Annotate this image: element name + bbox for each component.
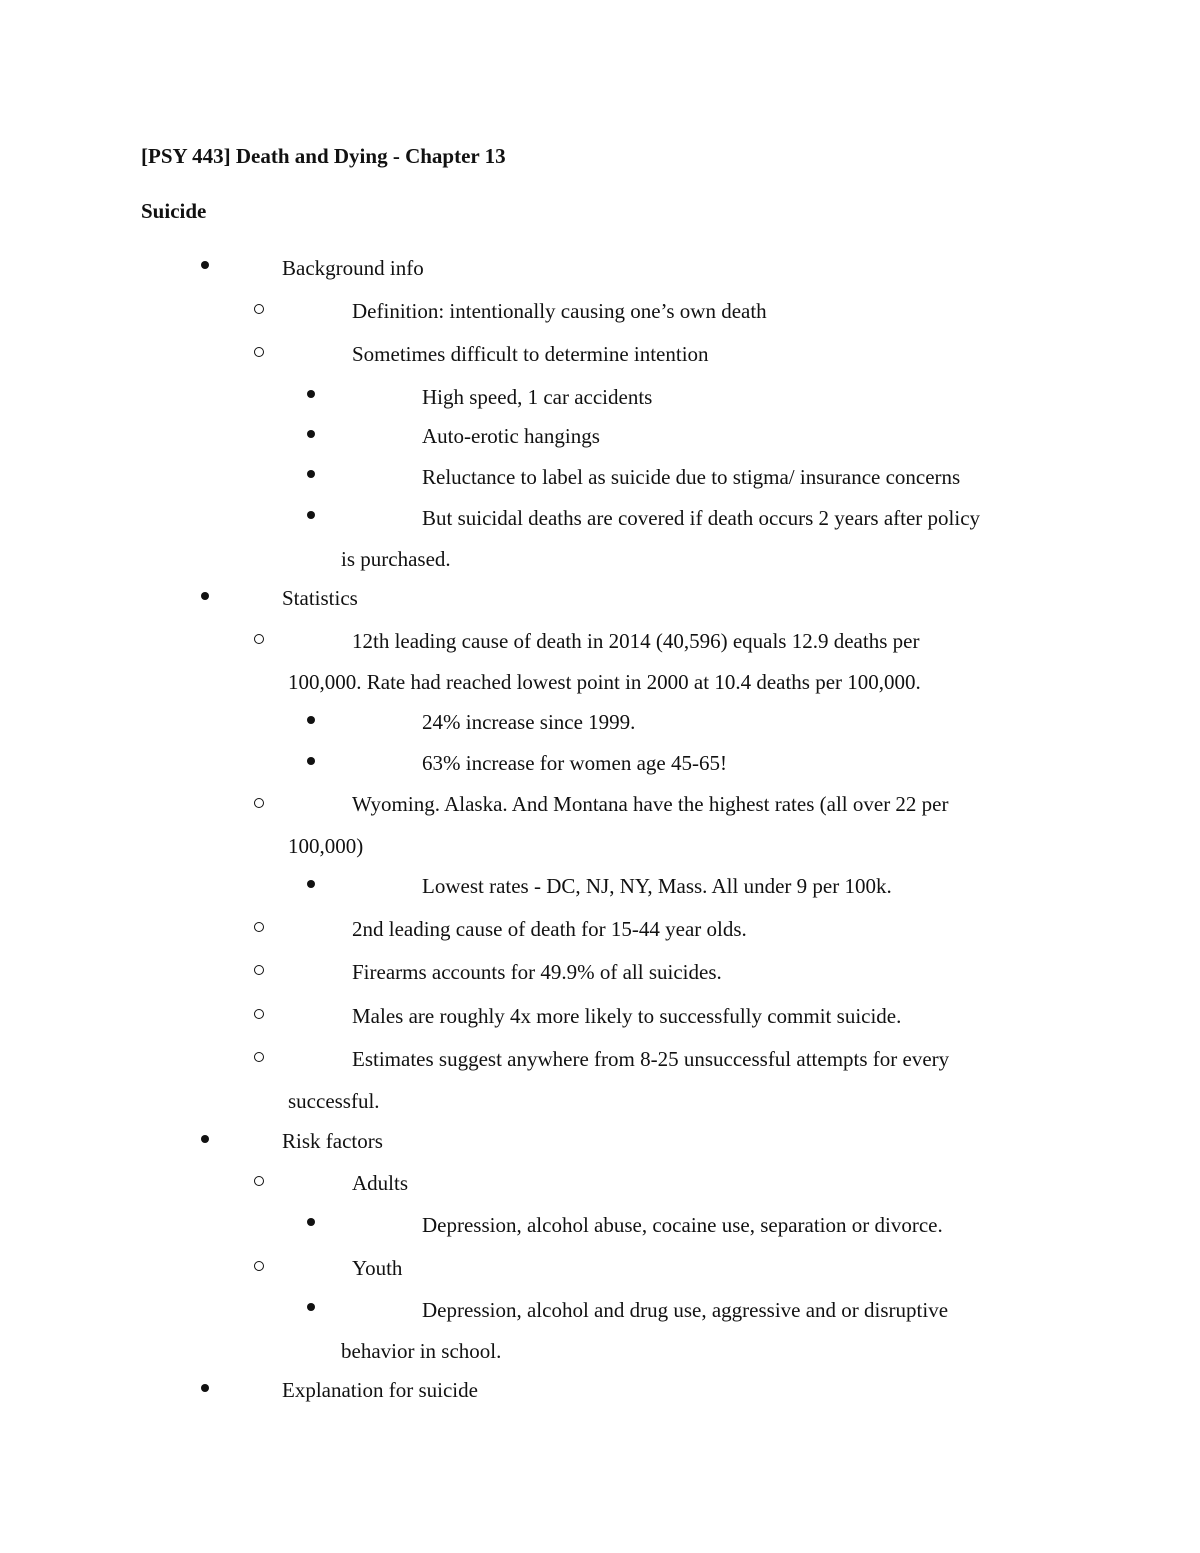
bullet-level2-icon [254,965,264,975]
list-item-continuation: 100,000. Rate had reached lowest point in 2000 at 10.4 deaths per 100,000. [288,670,921,694]
bullet-level1-icon [201,1135,209,1143]
list-item: Risk factors [282,1129,383,1153]
list-item: Background info [282,256,424,280]
bullet-level2-icon [254,922,264,932]
list-item: Lowest rates - DC, NJ, NY, Mass. All under 9 per 100k. [422,874,892,898]
list-item-continuation: is purchased. [341,547,451,571]
list-item: Explanation for suicide [282,1378,478,1402]
bullet-level2-icon [254,304,264,314]
list-item: High speed, 1 car accidents [422,385,653,409]
bullet-level3-icon [307,511,315,519]
list-item: Depression, alcohol abuse, cocaine use, separation or divorce. [422,1213,943,1237]
list-item: Youth [352,1256,403,1280]
list-item: Depression, alcohol and drug use, aggressive and or disruptive [422,1298,949,1322]
list-item-continuation: 100,000) [288,834,364,858]
bullet-level3-icon [307,880,315,888]
bullet-level3-icon [307,430,315,438]
list-item: 2nd leading cause of death for 15-44 year olds. [352,917,747,941]
list-item: Adults [352,1171,409,1195]
bullet-level2-icon [254,1261,264,1271]
bullet-level2-icon [254,798,264,808]
list-item: 24% increase since 1999. [422,710,636,734]
bullet-level2-icon [254,347,264,357]
bullet-level3-icon [307,716,315,724]
list-item: Sometimes difficult to determine intention [352,342,709,366]
list-item: Firearms accounts for 49.9% of all suicides. [352,960,722,984]
bullet-level2-icon [254,634,264,644]
list-item: Auto-erotic hangings [422,424,600,448]
list-item: 12th leading cause of death in 2014 (40,596) equals 12.9 deaths per [352,629,920,653]
list-item: Wyoming. Alaska. And Montana have the highest rates (all over 22 per [352,792,949,816]
section-heading: Suicide [141,199,207,223]
list-item: Estimates suggest anywhere from 8-25 unsuccessful attempts for every [352,1047,950,1071]
list-item: Reluctance to label as suicide due to stigma/ insurance concerns [422,465,961,489]
bullet-level1-icon [201,261,209,269]
list-item: Males are roughly 4x more likely to successfully commit suicide. [352,1004,902,1028]
bullet-level3-icon [307,1303,315,1311]
document-title: [PSY 443] Death and Dying - Chapter 13 [141,144,506,168]
list-item-continuation: behavior in school. [341,1339,502,1363]
bullet-level3-icon [307,1218,315,1226]
bullet-level3-icon [307,470,315,478]
list-item-continuation: successful. [288,1089,380,1113]
bullet-level1-icon [201,592,209,600]
bullet-level1-icon [201,1384,209,1392]
bullet-level2-icon [254,1176,264,1186]
list-item: 63% increase for women age 45-65! [422,751,727,775]
bullet-level3-icon [307,757,315,765]
bullet-level2-icon [254,1009,264,1019]
bullet-level2-icon [254,1052,264,1062]
list-item: But suicidal deaths are covered if death occurs 2 years after policy [422,506,981,530]
bullet-level3-icon [307,390,315,398]
list-item: Statistics [282,586,358,610]
list-item: Definition: intentionally causing one’s own death [352,299,767,323]
